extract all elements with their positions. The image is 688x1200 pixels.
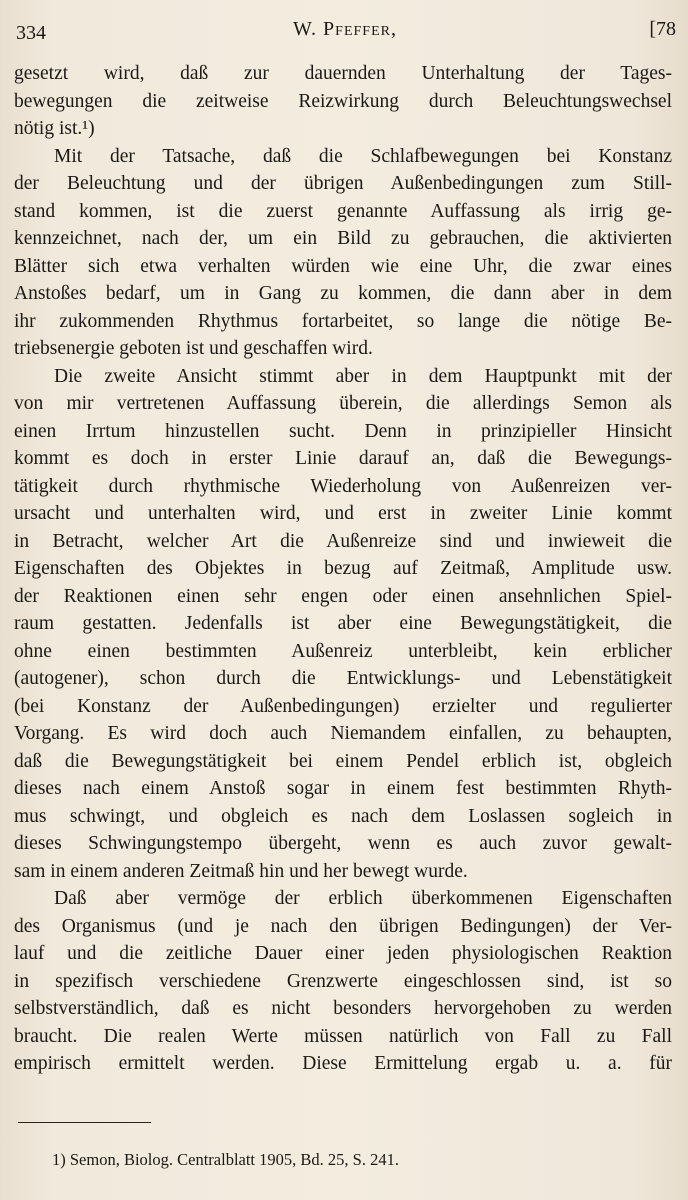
text-line: lauf und die zeitliche Dauer einer jeden physiologischen Reaktion	[14, 943, 672, 964]
text-line: ohne einen bestimmten Außenreiz unterbleibt, kein erblicher	[14, 640, 672, 662]
text-line: in Betracht, welcher Art die Außenreize sind und inwieweit die	[14, 530, 672, 552]
text-line: Anstoßes bedarf, um in Gang zu kommen, die dann aber in dem	[14, 283, 672, 304]
text-line: stand kommen, ist die zuerst genannte Auffassung als irrig ge-	[14, 200, 672, 222]
text-line: nötig ist.¹)	[14, 118, 95, 139]
footnote: 1) Semon, Biolog. Centralblatt 1905, Bd. 25, S. 241.	[52, 1150, 399, 1169]
text-line: raum gestatten. Jedenfalls ist aber eine Bewegungstätigkeit, die	[14, 613, 672, 634]
text-line: sam in einem anderen Zeitmaß hin und her bewegt wurde.	[14, 860, 468, 882]
section-number: [78	[649, 18, 676, 40]
text-line: des Organismus (und je nach den übrigen Bedingungen) der Ver-	[14, 915, 672, 937]
text-line: daß die Bewegungstätigkeit bei einem Pendel erblich ist, obgleich	[14, 750, 672, 772]
text-line: triebsenergie geboten ist und geschaffen wird.	[14, 338, 373, 359]
text-line: kennzeichnet, nach der, um ein Bild zu gebrauchen, die aktivierten	[14, 228, 672, 249]
footnote-divider	[18, 1122, 151, 1123]
text-line: selbstverständlich, daß es nicht besonders hervorgehoben zu werden	[14, 998, 672, 1019]
text-line: der Beleuchtung und der übrigen Außenbedingungen zum Still-	[14, 173, 672, 194]
text-line: Vorgang. Es wird doch auch Niemandem einfallen, zu behaupten,	[14, 723, 672, 744]
running-title-text: W. Pfeffer,	[293, 18, 397, 40]
text-line: empirisch ermittelt werden. Diese Ermittelung ergab u. a. für	[14, 1053, 672, 1074]
text-line: braucht. Die realen Werte müssen natürlich von Fall zu Fall	[14, 1025, 672, 1047]
paragraph-start-line: Die zweite Ansicht stimmt aber in dem Hauptpunkt mit der	[54, 365, 672, 387]
text-line: tätigkeit durch rhythmische Wiederholung von Außenreizen ver-	[14, 475, 672, 497]
page-number: 334	[16, 22, 46, 44]
text-line: der Reaktionen einen sehr engen oder einen ansehnlichen Spiel-	[14, 585, 672, 607]
text-line: dieses Schwingungstempo übergeht, wenn es auch zuvor gewalt-	[14, 833, 672, 854]
text-line: bewegungen die zeitweise Reizwirkung durch Beleuchtungswechsel	[14, 90, 672, 112]
text-line: Blätter sich etwa verhalten würden wie eine Uhr, die zwar eines	[14, 255, 672, 277]
paragraph-start-line: Daß aber vermöge der erblich überkommenen Eigenschaften	[54, 888, 672, 909]
page-header	[12, 18, 678, 48]
body-text	[14, 60, 672, 1078]
text-line: Eigenschaften des Objektes in bezug auf Zeitmaß, Amplitude usw.	[14, 558, 672, 579]
paragraph-start-line: Mit der Tatsache, daß die Schlafbewegungen bei Konstanz	[54, 145, 672, 167]
text-line: in spezifisch verschiedene Grenzwerte eingeschlossen sind, ist so	[14, 970, 672, 992]
text-line: kommt es doch in erster Linie darauf an, daß die Bewegungs-	[14, 448, 672, 469]
text-line: einen Irrtum hinzustellen sucht. Denn in prinzipieller Hinsicht	[14, 420, 672, 442]
text-line: (autogener), schon durch die Entwicklungs- und Lebenstätigkeit	[14, 668, 672, 689]
text-line: ihr zukommenden Rhythmus fortarbeitet, so lange die nötige Be-	[14, 310, 672, 332]
text-line: mus schwingt, und obgleich es nach dem Loslassen sogleich in	[14, 805, 672, 827]
running-title	[12, 18, 678, 41]
text-line: von mir vertretenen Auffassung überein, die allerdings Semon als	[14, 393, 672, 414]
text-line: ursacht und unterhalten wird, und erst in zweiter Linie kommt	[14, 503, 672, 524]
text-line: dieses nach einem Anstoß sogar in einem fest bestimmten Rhyth-	[14, 778, 672, 799]
text-line: (bei Konstanz der Außenbedingungen) erzielter und regulierter	[14, 695, 672, 717]
text-line: gesetzt wird, daß zur dauernden Unterhaltung der Tages-	[14, 63, 672, 84]
